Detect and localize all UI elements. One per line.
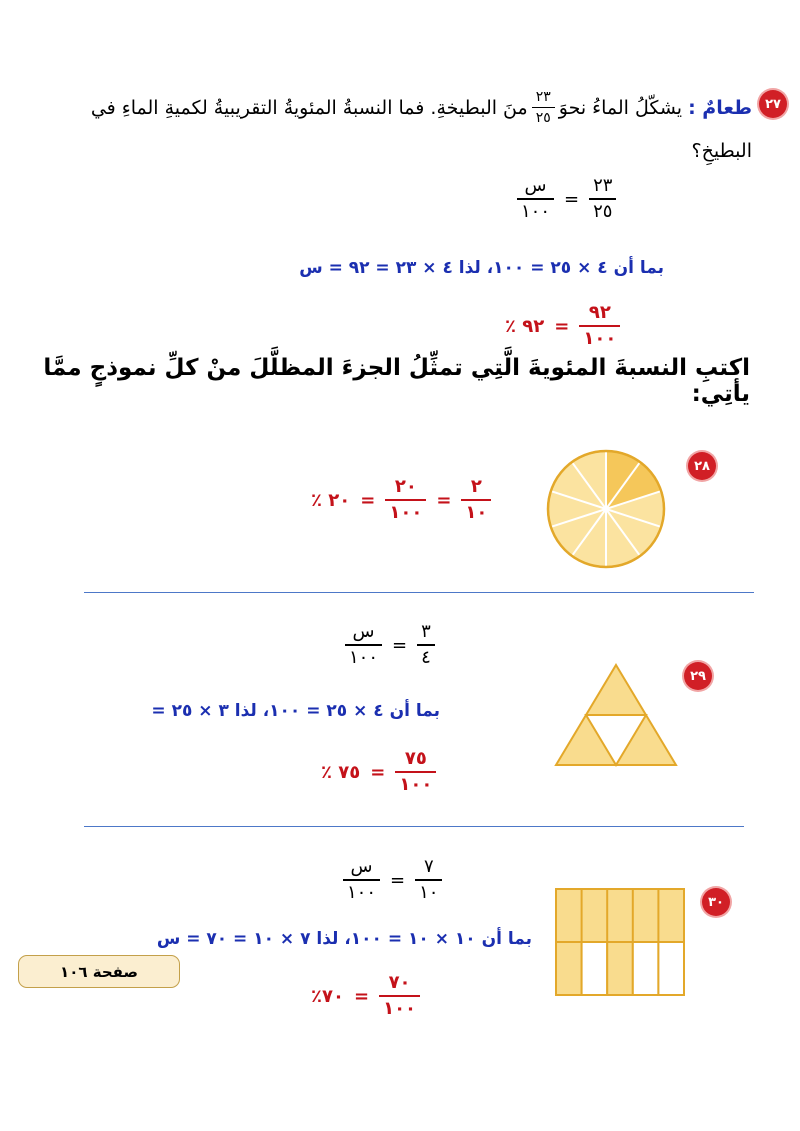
problem-27-line2: البطيخِ؟: [691, 140, 752, 162]
problem-number-badge: ٣٠: [702, 888, 730, 916]
answer-equation: ٪ ٩٢ = $\frac{٩٢}{١٠٠}$: [500, 304, 625, 348]
problem-number-badge: ٢٨: [688, 452, 716, 480]
problem-number-badge: ٢٧: [759, 90, 787, 118]
solution-step: بما أن ١٠ × ١٠ = ١٠٠، لذا ٧ × ١٠ = ٧٠ = س: [156, 929, 532, 949]
section-divider: [84, 826, 744, 827]
problem-text: منَ البطيخةِ. فما النسبةُ المئويةُ التقريبيةُ لكميةِ الماءِ في: [90, 96, 528, 119]
answer-equation: ٪ ٧٥ = $\frac{٧٥}{١٠٠}$: [316, 750, 441, 794]
triangle-model: [554, 663, 678, 767]
problem-number-badge: ٢٩: [684, 662, 712, 690]
proportion-equation: $\frac{\text{س}}{١٠٠}$ = $\frac{٢٣}{٢٥}$: [512, 177, 621, 221]
page-label: صفحة ١٠٦: [18, 955, 180, 988]
instruction-heading: اكتبِ النسبةَ المئويةَ الَّتِي تمثِّلُ الجزءَ المظلَّلَ منْ كلِّ نموذجٍ ممَّا يأتِي:: [43, 355, 750, 407]
problem-27-line1: [32, 90, 752, 125]
proportion-equation: $\frac{\text{س}}{١٠٠}$ = $\frac{٣}{٤}$: [340, 623, 440, 667]
grid-model: [555, 888, 685, 996]
problem-text: يشكّلُ الماءُ نحوَ: [558, 96, 683, 119]
circle-model: [544, 447, 668, 571]
section-divider: [84, 592, 754, 593]
solution-step: بما أن ٤ × ٢٥ = ١٠٠، لذا ٣ × ٢٥ =: [151, 701, 440, 721]
solution-step: بما أن ٤ × ٢٥ = ١٠٠، لذا ٤ × ٢٣ = ٩٢ = س: [299, 258, 664, 278]
answer-equation: ٪ ٢٠ = $\frac{٢٠}{١٠٠}$ = $\frac{٢}{١٠}$: [306, 478, 496, 522]
problem-keyword: طعامٌ :: [688, 96, 752, 119]
inline-fraction: $\frac{٢٣}{٢٥}$: [532, 90, 555, 125]
proportion-equation: $\frac{\text{س}}{١٠٠}$ = $\frac{٧}{١٠}$: [338, 858, 447, 902]
answer-equation: ٪٧٠ = $\frac{٧٠}{١٠٠}$: [306, 974, 425, 1018]
